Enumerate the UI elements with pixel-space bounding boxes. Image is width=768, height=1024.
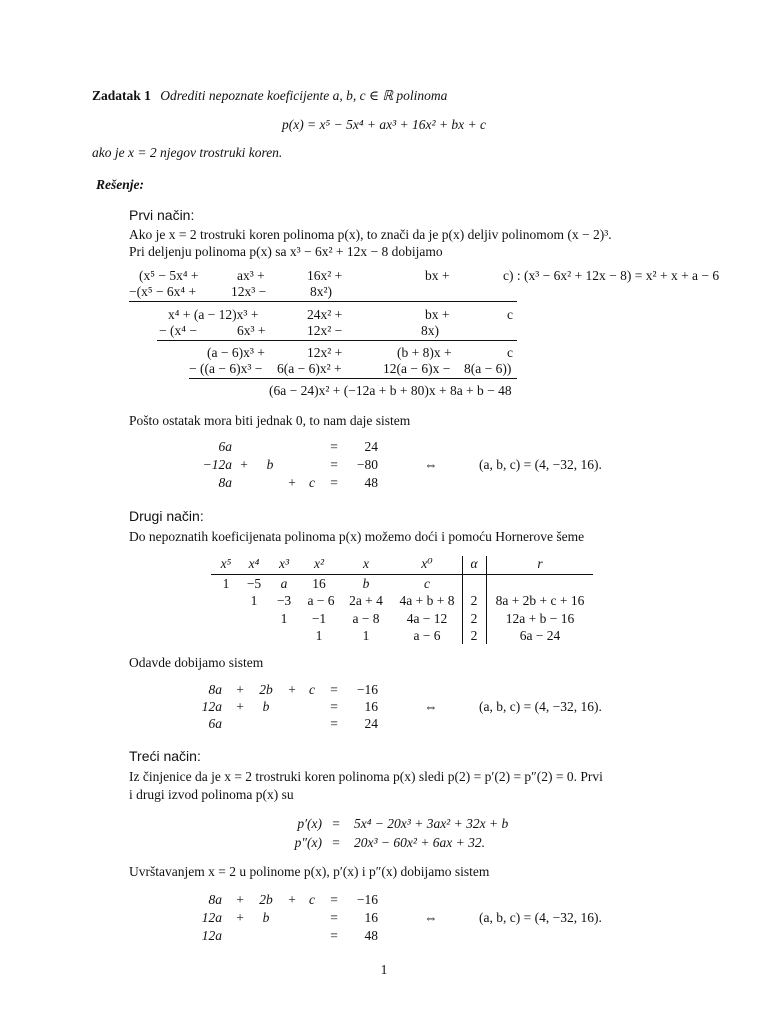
horner-cell: 1: [250, 593, 258, 608]
deriv1-rhs: 5x⁴ − 20x³ + 3ax² + 32x + b: [354, 816, 509, 831]
sys3-r3-eq: =: [330, 928, 338, 943]
horner-cell: 8a + 2b + c + 16: [495, 593, 585, 608]
sys1-r2-op1: +: [240, 457, 248, 472]
division-row1-col5: c) : (x³ − 6x² + 12x − 8) = x² + x + a − 6: [503, 268, 720, 283]
horner-cell: 4a + b + 8: [399, 593, 455, 608]
division-row1-col1: (x⁵ − 5x⁴ +: [139, 268, 199, 283]
sys1-r1-rhs: 24: [364, 439, 378, 454]
result-2: (a, b, c) = (4, −32, 16).: [479, 699, 602, 714]
division-row1-col2: ax³ +: [237, 268, 265, 283]
horner-cell: 2a + 4: [349, 593, 383, 608]
horner-header-x5: x⁵: [220, 556, 232, 571]
problem-statement: Odrediti nepoznate koeficijente a, b, c ∈ ℝ polinoma: [160, 88, 448, 103]
horner-header-x: x: [363, 556, 369, 571]
horner-header-rule: [211, 574, 593, 575]
sys1-r3-c3: c: [309, 475, 315, 490]
result-3: (a, b, c) = (4, −32, 16).: [479, 910, 602, 925]
method2-heading: Drugi način:: [129, 508, 204, 524]
horner-header-x3: x³: [278, 556, 290, 571]
method3-line1: Iz činjenice da je x = 2 trostruki koren polinoma p(x) sledi p(2) = p′(2) = p″(2) = 0. Prvi: [129, 769, 603, 784]
horner-header-x4: x⁴: [248, 556, 260, 571]
horner-cell: 1: [362, 628, 370, 643]
sys2-r3-rhs: 24: [364, 716, 378, 731]
sys1-r1-c1: 6a: [218, 439, 232, 454]
division-row5-col3: (b + 8)x +: [397, 345, 452, 360]
sys3-r1-op2: +: [288, 892, 296, 907]
sys2-r2-c2: b: [262, 699, 270, 714]
sys2-r1-op2: +: [288, 682, 296, 697]
horner-cell: 16: [312, 576, 326, 591]
horner-cell: 2: [470, 628, 478, 643]
method1-line2: Pri deljenju polinoma p(x) sa x³ − 6x² + 12x − 8 dobijamo: [129, 244, 443, 259]
division-row6-col1: − ((a − 6)x³ −: [189, 361, 263, 376]
sys1-r3-rhs: 48: [364, 475, 378, 490]
method2-line1: Do nepoznatih koeficijenata polinoma p(x) možemo doći i pomoću Hornerove šeme: [129, 529, 585, 544]
division-rule-1: [129, 301, 517, 302]
sys1-r2-eq: =: [330, 457, 338, 472]
method2-after: Odavde dobijamo sistem: [129, 655, 264, 670]
result-1: (a, b, c) = (4, −32, 16).: [479, 457, 602, 472]
sys3-r1-c3: c: [309, 892, 315, 907]
method3-after: Uvrštavanjem x = 2 u polinome p(x), p′(x) i p″(x) dobijamo sistem: [129, 864, 490, 879]
horner-cell: −5: [246, 576, 262, 591]
division-remainder: (6a − 24)x² + (−12a + b + 80)x + 8a + b − 48: [269, 383, 512, 398]
sys2-r1-c2: 2b: [259, 682, 273, 697]
sys2-r2-op1: +: [236, 699, 244, 714]
division-rule-2: [157, 340, 517, 341]
horner-cell: 12a + b − 16: [505, 611, 575, 626]
division-row6-col3: 12(a − 6)x −: [383, 361, 451, 376]
horner-cell: 1: [222, 576, 230, 591]
sys2-r2-eq: =: [330, 699, 338, 714]
method1-line1: Ako je x = 2 trostruki koren polinoma p(x), to znači da je p(x) deljiv polinomom (x − 2)³.: [129, 227, 612, 242]
sys1-r2-c2: b: [266, 457, 274, 472]
horner-divider-1: [462, 556, 463, 644]
horner-cell: a − 8: [352, 611, 380, 626]
method1-after: Pošto ostatak mora biti jednak 0, to nam daje sistem: [129, 413, 411, 428]
horner-cell: a − 6: [413, 628, 441, 643]
sys1-r1-eq: =: [330, 439, 338, 454]
division-row2-col3: 8x²): [310, 284, 333, 299]
deriv2-lhs: p″(x): [294, 835, 322, 850]
sys2-r2-rhs: 16: [364, 699, 378, 714]
division-row5-col1: (a − 6)x³ +: [207, 345, 265, 360]
horner-cell: 2: [470, 593, 478, 608]
sys2-r3-eq: =: [330, 716, 338, 731]
method1-heading: Prvi način:: [129, 207, 195, 223]
division-row1-col3: 16x² +: [307, 268, 343, 283]
sys1-r3-eq: =: [330, 475, 338, 490]
sys1-r3-c1: 8a: [218, 475, 232, 490]
deriv2-eq: =: [332, 835, 340, 850]
division-row4-col2: 6x³ +: [237, 323, 266, 338]
problem-label: Zadatak 1: [92, 88, 151, 103]
problem-header: [92, 89, 447, 103]
division-row3-col2: 24x² +: [307, 307, 343, 322]
horner-cell: −3: [276, 593, 292, 608]
division-row5-col2: 12x² +: [307, 345, 343, 360]
division-row5-col4: c: [507, 345, 513, 360]
sys2-r1-op1: +: [236, 682, 244, 697]
sys1-r2-c1: −12a: [202, 457, 232, 472]
sys3-r1-c1: 8a: [208, 892, 222, 907]
sys2-r2-c1: 12a: [201, 699, 222, 714]
sys3-r3-c1: 12a: [201, 928, 222, 943]
division-row6-col4: 8(a − 6)): [464, 361, 512, 376]
method3-line2: i drugi izvod polinoma p(x) su: [129, 787, 294, 802]
solution-heading: Rešenje:: [96, 177, 144, 192]
division-row4-col1: − (x⁴ −: [159, 323, 197, 338]
horner-cell: 4a − 12: [406, 611, 448, 626]
problem-condition: ako je x = 2 njegov trostruki koren.: [92, 145, 283, 160]
sys2-r3-c1: 6a: [208, 716, 222, 731]
horner-cell: −1: [311, 611, 327, 626]
equivalence-arrow: ⇔: [424, 699, 438, 714]
sys3-r1-c2: 2b: [259, 892, 273, 907]
horner-header-alpha: α: [470, 556, 478, 571]
horner-cell: 2: [470, 611, 478, 626]
method3-heading: Treći način:: [129, 748, 201, 764]
sys3-r2-eq: =: [330, 910, 338, 925]
page-number: 1: [380, 962, 388, 977]
horner-cell: 6a − 24: [519, 628, 561, 643]
sys3-r1-eq: =: [330, 892, 338, 907]
division-row3-col3: bx +: [425, 307, 450, 322]
division-row3-col4: c: [507, 307, 513, 322]
polynomial-definition: p(x) = x⁵ − 5x⁴ + ax³ + 16x² + bx + c: [281, 117, 487, 132]
sys3-r1-op1: +: [236, 892, 244, 907]
division-row4-col4: 8x): [421, 323, 439, 338]
deriv1-eq: =: [332, 816, 340, 831]
division-row3-col1: x⁴ + (a − 12)x³ +: [168, 307, 259, 322]
deriv1-lhs: p′(x): [297, 816, 322, 831]
horner-cell: b: [362, 576, 370, 591]
deriv2-rhs: 20x³ − 60x² + 6ax + 32.: [354, 835, 486, 850]
division-row6-col2: 6(a − 6)x² +: [277, 361, 342, 376]
sys3-r2-c2: b: [262, 910, 270, 925]
horner-cell: c: [424, 576, 430, 591]
equivalence-arrow: ⇔: [424, 910, 438, 925]
sys2-r1-rhs: −16: [356, 682, 378, 697]
sys3-r1-rhs: −16: [356, 892, 378, 907]
sys3-r2-rhs: 16: [364, 910, 378, 925]
horner-cell: a: [280, 576, 288, 591]
sys1-r3-op2: +: [288, 475, 296, 490]
equivalence-arrow: ⇔: [424, 457, 438, 472]
horner-header-r: r: [537, 556, 543, 571]
horner-cell: 1: [280, 611, 288, 626]
division-row2-col1: −(x⁵ − 6x⁴ +: [129, 284, 197, 299]
horner-divider-2: [486, 556, 487, 644]
division-rule-3: [189, 378, 517, 379]
sys2-r1-c1: 8a: [208, 682, 222, 697]
sys3-r3-rhs: 48: [364, 928, 378, 943]
sys1-r2-rhs: −80: [356, 457, 378, 472]
horner-header-x0: x⁰: [421, 556, 433, 571]
sys2-r1-eq: =: [330, 682, 338, 697]
horner-cell: 1: [315, 628, 323, 643]
sys3-r2-c1: 12a: [201, 910, 222, 925]
horner-header-x2: x²: [313, 556, 325, 571]
sys2-r1-c3: c: [309, 682, 315, 697]
division-row1-col4: bx +: [425, 268, 450, 283]
division-row2-col2: 12x³ −: [231, 284, 267, 299]
division-row4-col3: 12x² −: [307, 323, 343, 338]
sys3-r2-op1: +: [236, 910, 244, 925]
horner-cell: a − 6: [307, 593, 335, 608]
